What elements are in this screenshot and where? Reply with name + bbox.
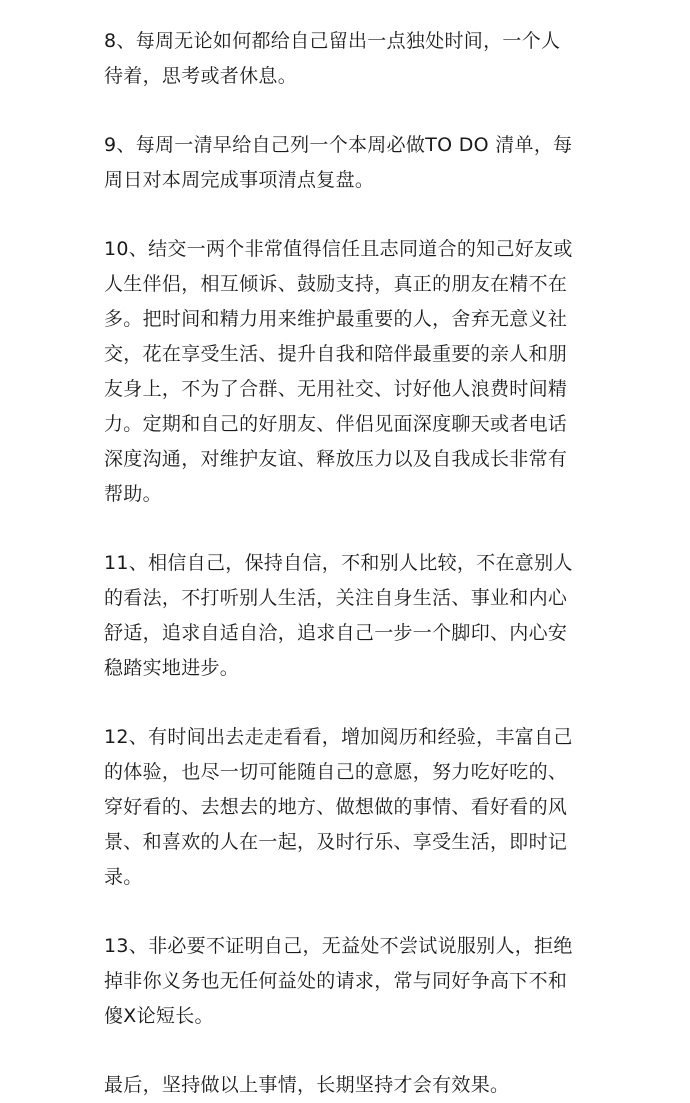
paragraph-13 <box>104 929 666 1034</box>
text-line: 9、每周一清早给自己列一个本周必做TO DO 清单，每 <box>104 134 573 156</box>
text-line: 景、和喜欢的人在一起，及时行乐、享受生活，即时记 <box>104 831 568 853</box>
text-line: 的体验，也尽一切可能随自己的意愿，努力吃好吃的、 <box>104 761 568 783</box>
text-line: 10、结交一两个非常值得信任且志同道合的知己好友或 <box>104 238 573 260</box>
text-line: 傻X论短长。 <box>104 1005 214 1027</box>
text-line: 多。把时间和精力用来维护最重要的人，舍弃无意义社 <box>104 308 568 330</box>
text-line: 帮助。 <box>104 483 162 505</box>
text-line: 深度沟通，对维护友谊、释放压力以及自我成长非常有 <box>104 448 568 470</box>
text-line: 待着，思考或者休息。 <box>104 65 298 87</box>
text-line: 12、有时间出去走走看看，增加阅历和经验，丰富自己 <box>104 726 573 748</box>
text-line: 的看法，不打听别人生活，关注自身生活、事业和内心 <box>104 587 568 609</box>
text-line: 穿好看的、去想去的地方、做想做的事情、看好看的风 <box>104 796 568 818</box>
text-line: 13、非必要不证明自己，无益处不尝试说服别人，拒绝 <box>104 935 573 957</box>
text-line: 8、每周无论如何都给自己留出一点独处时间，一个人 <box>104 30 561 52</box>
paragraph-10 <box>104 232 666 512</box>
text-line: 力。定期和自己的好朋友、伴侣见面深度聊天或者电话 <box>104 413 568 435</box>
paragraph-12 <box>104 720 666 895</box>
text-line: 录。 <box>104 866 143 888</box>
text-line: 人生伴侣，相互倾诉、鼓励支持，真正的朋友在精不在 <box>104 273 568 295</box>
paragraph-11 <box>104 546 666 686</box>
text-line: 稳踏实地进步。 <box>104 657 240 679</box>
paragraph-9 <box>104 128 666 198</box>
text-line: 周日对本周完成事项清点复盘。 <box>104 169 375 191</box>
paragraph-conclusion <box>104 1068 666 1103</box>
text-line: 掉非你义务也无任何益处的请求，常与同好争高下不和 <box>104 970 568 992</box>
text-line: 友身上，不为了合群、无用社交、讨好他人浪费时间精 <box>104 378 568 400</box>
text-line: 最后，坚持做以上事情，长期坚持才会有效果。 <box>104 1074 510 1096</box>
paragraph-8 <box>104 24 666 94</box>
text-line: 11、相信自己，保持自信，不和别人比较，不在意别人 <box>104 552 573 574</box>
text-line: 舒适，追求自适自洽，追求自己一步一个脚印、内心安 <box>104 622 568 644</box>
text-line: 交，花在享受生活、提升自我和陪伴最重要的亲人和朋 <box>104 343 568 365</box>
